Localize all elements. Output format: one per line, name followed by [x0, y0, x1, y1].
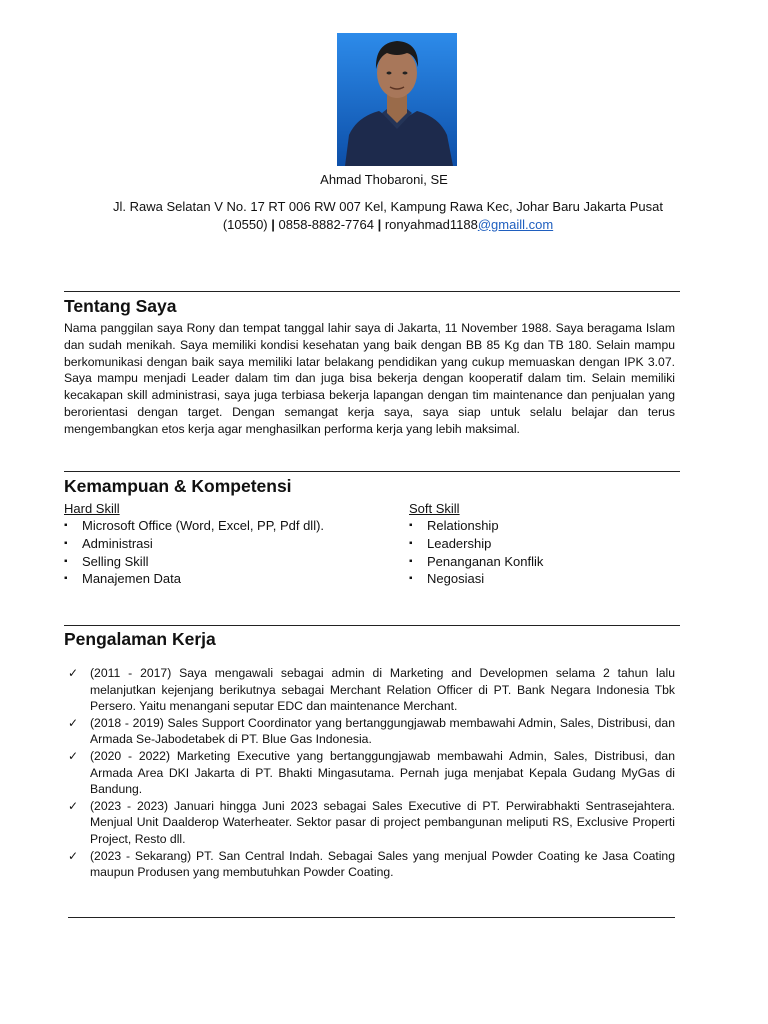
phone-number: 0858-8882-7764: [278, 216, 374, 232]
section-title-skills: Kemampuan & Kompetensi: [64, 476, 292, 496]
experience-list: [64, 665, 675, 881]
candidate-name: Ahmad Thobaroni, SE: [320, 172, 448, 187]
soft-skill-column: [409, 501, 543, 588]
checkmark-icon: ✓: [68, 798, 79, 813]
list-item: ✓ (2023 - 2023) Januari hingga Juni 2023 sebagai Sales Executive di PT. Perwirabhakti Sentrasejahtera. Menjual Unit Daalderop Waterheater. Sektor pasar di project pembangunan meliputi RS, Exclusive Properti Project, Resto dll.: [68, 798, 675, 846]
email-user: ronyahmad1188: [384, 216, 478, 232]
soft-skill-list: [409, 517, 543, 588]
about-text: Nama panggilan saya Rony dan tempat tanggal lahir saya di Jakarta, 11 November 1988. Saya beragama Islam dan sudah menikah. Saya memiliki kondisi kesehatan yang baik dengan BB 85 Kg dan TB 180. Selain mampu berkomunikasi dengan baik saya memiliki latar belakang pendidikan yang cukup memuaskan dengan IPK 3.07. Saya mampu menjadi Leader dalam tim dan juga bisa bekerja dengan kooperatif dalam tim. Selain memiliki kecakapan skill administrasi, saya juga terbiasa bekerja lapangan dengan tim maintenance dan penjualan yang berorientasi dengan target. Dengan semangat kerja saya, saya siap untuk selalu belajar dan terus mengembangkan etos kerja agar menghasilkan performa kerja yang lebih maksimal.: [64, 321, 675, 436]
checkmark-icon: ✓: [68, 848, 79, 863]
list-item: ▪ Penanganan Konflik: [409, 553, 544, 569]
contact-line: [60, 216, 716, 234]
bullet-icon: ▪: [409, 555, 413, 567]
list-item: ▪ Relationship: [409, 518, 499, 533]
list-item: ▪ Manajemen Data: [64, 571, 181, 587]
email: [385, 217, 553, 232]
list-item: ▪ Microsoft Office (Word, Excel, PP, Pdf dll).: [64, 518, 325, 533]
checkmark-icon: ✓: [68, 748, 79, 763]
bullet-icon: ▪: [64, 573, 68, 585]
separator: |: [377, 216, 382, 232]
bullet-icon: ▪: [409, 520, 413, 531]
list-item: ▪ Selling Skill: [64, 553, 149, 569]
profile-photo: [337, 33, 457, 166]
hard-skill-title: Hard Skill: [64, 501, 120, 516]
person-portrait-icon: [337, 33, 457, 166]
list-item: ▪ Leadership: [409, 535, 492, 551]
section-divider: [68, 917, 675, 918]
bullet-icon: ▪: [409, 537, 413, 549]
postal-code: (10550): [222, 216, 268, 232]
bullet-icon: ▪: [64, 555, 68, 567]
bullet-icon: ▪: [64, 520, 68, 531]
list-item: ✓ (2023 - Sekarang) PT. San Central Indah. Sebagai Sales yang menjual Powder Coating ke Jasa Coating maupun Produsen yang membutuhkan Powder Coating.: [68, 848, 675, 880]
list-item: ✓ (2011 - 2017) Saya mengawali sebagai admin di Marketing and Developmen selama 2 tahun lalu melanjutkan kejenjang berikutnya sebagai Merchant Relation Officer di PT. Bank Negara Indonesia Tbk Persero. Yaitu menangani seputar EDC dan maintenance Merchant.: [68, 666, 675, 714]
list-item: ▪ Negosiasi: [409, 571, 485, 587]
list-item: ✓ (2020 - 2022) Marketing Executive yang bertanggungjawab membawahi Admin, Sales, Distribusi, dan Armada Area DKI Jakarta di PT. Bhakti Mingasutama. Pernah juga menjabat Kepala Gudang MyGas di Bandung.: [68, 748, 675, 797]
bullet-icon: ▪: [409, 573, 413, 585]
hard-skill-list: [64, 517, 324, 588]
contact-info: [60, 198, 716, 233]
checkmark-icon: ✓: [68, 666, 79, 680]
checkmark-icon: ✓: [68, 715, 79, 730]
bullet-icon: ▪: [64, 537, 68, 549]
separator: |: [271, 216, 275, 232]
section-title-experience: Pengalaman Kerja: [64, 629, 216, 649]
address-line: Jl. Rawa Selatan V No. 17 RT 006 RW 007 Kel, Kampung Rawa Kec, Johar Baru Jakarta Pusat: [113, 199, 663, 214]
list-item: ✓ (2018 - 2019) Sales Support Coordinator yang bertanggungjawab membawahi Admin, Sales, Distribusi, dan Armada Se-Jabodetabek di PT. Blue Gas Indonesia.: [68, 715, 675, 747]
soft-skill-title: Soft Skill: [409, 501, 460, 516]
list-item: ▪ Administrasi: [64, 535, 153, 551]
section-divider: [64, 625, 680, 626]
section-title-about: Tentang Saya: [64, 296, 177, 316]
section-divider: [64, 291, 680, 292]
hard-skill-column: [64, 501, 324, 588]
section-divider: [64, 471, 680, 472]
email-link[interactable]: @gmaill.com: [477, 216, 554, 232]
